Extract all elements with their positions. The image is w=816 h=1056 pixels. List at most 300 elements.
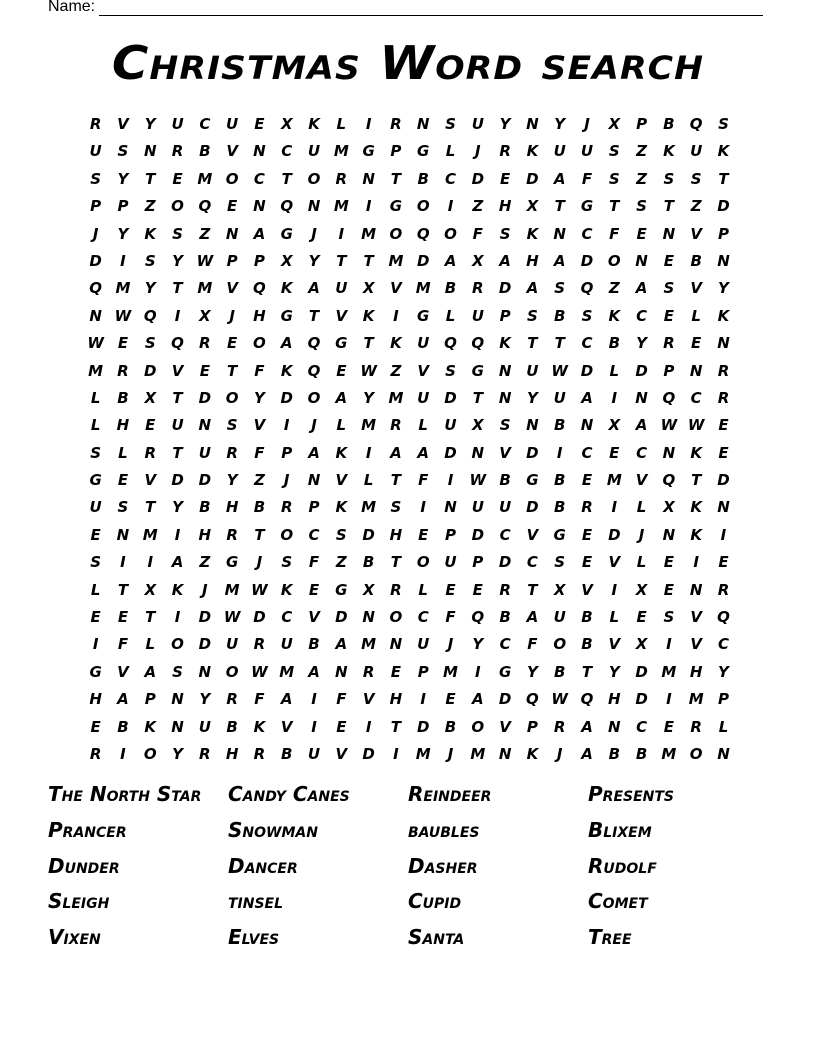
grid-letter: W [660,416,678,435]
grid-letter: D [635,690,648,709]
grid-letter: K [526,744,539,763]
grid-letter: K [390,334,402,353]
grid-letter: R [171,142,184,161]
grid-letter: X [663,498,675,517]
grid-letter: Z [199,553,211,572]
grid-letter: T [363,334,374,353]
grid-letter: T [718,169,729,188]
grid-letter: J [229,306,235,325]
grid-letter: B [553,471,566,490]
grid-letter: N [526,115,539,133]
grid-letter: J [311,224,317,243]
grid-letter: E [227,197,238,216]
grid-letter: W [469,471,487,490]
grid-letter: E [636,608,647,627]
grid-letter: U [690,142,703,161]
grid-letter: H [389,690,403,709]
grid-letter: Z [199,224,211,243]
grid-letter: G [335,334,348,353]
grid-letter: G [280,306,293,325]
grid-letter: Q [89,279,103,298]
grid-letter: O [607,251,621,270]
grid-letter: O [471,717,485,736]
grid-letter: K [280,361,293,380]
grid-letter: Q [416,224,430,243]
grid-letter: I [393,744,399,763]
grid-letter: Q [662,471,676,490]
grid-letter: W [223,608,241,627]
grid-letter: A [635,279,648,298]
grid-letter: V [226,279,238,298]
grid-letter: D [280,388,293,407]
grid-letter: B [199,498,211,517]
grid-letter: T [390,553,402,572]
grid-letter: K [308,115,320,133]
grid-letter: A [417,443,430,462]
grid-letter: S [663,279,675,298]
grid-letter: C [253,169,265,188]
grid-letter: U [553,608,566,627]
grid-letter: K [280,279,293,298]
grid-letter: B [635,744,648,763]
grid-letter: C [281,608,293,627]
grid-letter: Y [172,251,183,270]
grid-letter: I [174,525,181,544]
grid-letter: M [197,279,213,298]
grid-letter: O [416,197,430,216]
grid-letter: K [335,443,348,462]
grid-letter: I [120,744,126,763]
grid-letter: T [527,334,538,353]
grid-letter: E [172,169,183,188]
grid-letter: P [308,498,320,517]
grid-letter: B [117,717,129,736]
grid-letter: W [251,580,268,599]
grid-letter: T [554,197,565,216]
grid-letter: K [335,498,348,517]
grid-letter: K [280,580,293,599]
grid-letter: H [526,251,539,270]
grid-letter: L [336,115,347,133]
grid-letter: P [526,717,538,736]
grid-letter: N [444,498,457,517]
grid-letter: F [117,635,129,654]
grid-letter: G [280,224,293,243]
grid-letter: W [196,251,214,270]
grid-letter: S [636,197,647,216]
grid-letter: N [198,662,212,681]
grid-letter: I [365,115,372,133]
grid-letter: S [581,306,593,325]
word-list-item: Dancer [228,853,298,878]
grid-letter: C [417,608,429,627]
grid-letter: J [92,224,99,243]
grid-letter: C [717,635,729,654]
grid-letter: A [117,690,129,709]
grid-letter: G [498,662,512,681]
grid-letter: V [335,306,348,325]
grid-letter: U [335,279,348,298]
grid-letter: K [690,498,702,517]
grid-letter: E [663,306,674,325]
grid-letter: W [87,334,104,353]
grid-letter: U [307,744,321,763]
grid-letter: O [307,388,321,407]
grid-letter: L [418,580,428,599]
grid-letter: O [444,224,457,243]
grid-letter: U [226,115,239,133]
grid-letter: E [499,169,511,188]
grid-letter: K [144,717,157,736]
grid-letter: E [472,580,483,599]
grid-letter: I [475,662,481,681]
grid-letter: Y [718,662,729,681]
grid-letter: R [335,169,348,188]
grid-letter: A [280,334,293,353]
grid-letter: E [227,334,238,353]
grid-letter: S [499,224,511,243]
grid-letter: G [471,361,484,380]
grid-letter: G [580,197,594,216]
grid-letter: V [171,361,184,380]
word-list-item: Snowman [228,817,318,842]
grid-letter: C [636,306,648,325]
grid-letter: V [226,142,238,161]
grid-letter: E [445,690,456,709]
grid-letter: U [307,142,321,161]
grid-letter: A [635,416,648,435]
grid-letter: X [144,388,157,407]
grid-letter: X [280,115,293,133]
grid-letter: N [717,744,730,763]
grid-letter: G [89,471,102,490]
grid-letter: N [362,169,375,188]
grid-letter: I [120,251,126,270]
grid-letter: N [717,334,730,353]
grid-letter: N [717,498,730,517]
grid-letter: Z [144,197,156,216]
grid-letter: Z [253,471,265,490]
grid-letter: E [581,471,593,490]
grid-letter: D [362,744,375,763]
grid-letter: N [389,635,403,654]
grid-letter: P [717,690,729,709]
grid-letter: D [144,361,157,380]
grid-letter: H [89,690,102,709]
grid-letter: R [199,744,211,763]
grid-letter: J [556,744,563,763]
grid-letter: B [499,471,511,490]
grid-letter: E [336,717,347,736]
grid-letter: U [226,635,239,654]
grid-letter: M [688,690,704,709]
grid-letter: U [280,635,293,654]
grid-letter: Y [117,224,129,243]
grid-letter: I [611,498,618,517]
grid-letter: E [90,608,101,627]
grid-letter: H [389,525,403,544]
grid-letter: X [635,580,648,599]
word-list-item: The North Star [48,782,202,806]
grid-letter: J [475,142,481,161]
grid-letter: Y [172,744,183,763]
grid-letter: I [556,443,563,462]
grid-letter: M [224,580,240,599]
grid-letter: R [390,115,402,133]
word-list-item: Prancer [48,817,127,842]
grid-letter: D [498,279,512,298]
grid-letter: E [308,580,320,599]
grid-letter: S [226,416,238,435]
grid-letter: O [143,744,157,763]
grid-letter: D [580,251,594,270]
grid-letter: R [117,361,129,380]
grid-letter: M [142,525,158,544]
grid-letter: R [362,662,375,681]
grid-letter: Z [608,279,620,298]
grid-letter: Q [662,388,676,407]
grid-letter: G [225,553,239,572]
grid-letter: K [717,142,730,161]
grid-letter: O [225,662,239,681]
grid-letter: Q [717,608,730,627]
grid-letter: Q [471,608,485,627]
grid-letter: B [499,608,511,627]
grid-letter: T [609,197,620,216]
grid-letter: S [690,169,702,188]
word-list-item: Santa [408,925,465,950]
grid-letter: Y [526,388,538,407]
grid-letter: N [689,361,703,380]
grid-letter: T [145,608,156,627]
grid-letter: Y [472,635,484,654]
grid-letter: X [280,251,293,270]
grid-letter: C [636,717,648,736]
grid-letter: V [499,443,511,462]
grid-letter: M [470,744,486,763]
grid-letter: E [145,416,156,435]
grid-letter: M [115,279,131,298]
grid-letter: H [225,744,239,763]
grid-letter: S [663,169,675,188]
grid-letter: S [390,498,402,517]
grid-letter: Y [144,279,156,298]
grid-letter: E [117,334,129,353]
grid-letter: S [281,553,293,572]
grid-letter: I [611,580,618,599]
grid-letter: R [717,361,730,380]
grid-letter: L [418,416,428,435]
grid-letter: U [471,498,484,517]
grid-letter: N [116,525,130,544]
grid-letter: S [144,251,156,270]
grid-letter: T [663,197,674,216]
grid-letter: N [580,416,594,435]
grid-letter: U [553,388,566,407]
grid-letter: E [718,443,729,462]
grid-letter: A [526,279,539,298]
grid-letter: B [581,608,593,627]
grid-letter: C [636,443,648,462]
grid-letter: Q [143,306,157,325]
grid-letter: N [143,142,157,161]
grid-letter: U [417,334,430,353]
grid-letter: O [553,635,567,654]
grid-letter: Y [636,334,648,353]
grid-letter: R [581,498,593,517]
grid-letter: R [663,334,675,353]
grid-letter: M [388,388,404,407]
grid-letter: P [253,251,265,270]
grid-letter: D [253,608,266,627]
grid-letter: I [420,690,426,709]
grid-letter: M [333,197,349,216]
grid-letter: S [90,169,102,188]
grid-letter: V [635,471,648,490]
grid-letter: D [498,553,512,572]
grid-letter: Y [226,471,238,490]
grid-letter: R [226,525,238,544]
grid-letter: H [225,498,239,517]
grid-letter: I [120,553,126,572]
grid-letter: R [499,142,511,161]
grid-letter: T [308,306,320,325]
grid-letter: O [689,744,703,763]
grid-letter: B [553,306,566,325]
grid-letter: D [635,662,648,681]
grid-letter: S [445,115,456,133]
grid-letter: J [638,525,645,544]
grid-letter: S [608,169,620,188]
grid-letter: T [227,361,238,380]
grid-letter: A [308,279,320,298]
grid-letter: Y [718,279,729,298]
grid-letter: B [608,334,620,353]
grid-letter: M [361,224,377,243]
grid-letter: E [581,553,593,572]
grid-letter: B [281,744,293,763]
grid-letter: N [717,251,730,270]
grid-letter: N [498,361,512,380]
grid-letter: K [253,717,266,736]
grid-letter: P [281,443,293,462]
grid-letter: I [420,498,426,517]
grid-letter: S [117,142,129,161]
grid-letter: F [527,635,538,654]
grid-letter: X [608,115,621,133]
grid-letter: H [198,525,212,544]
grid-letter: T [472,388,483,407]
grid-letter: K [526,142,539,161]
grid-letter: S [335,525,347,544]
grid-letter: A [581,744,593,763]
grid-letter: B [253,498,266,517]
grid-letter: P [445,525,456,544]
grid-letter: E [663,251,674,270]
grid-letter: Y [144,115,156,133]
grid-letter: L [691,306,701,325]
name-field[interactable] [48,0,763,16]
grid-letter: T [172,443,183,462]
grid-letter: D [471,169,485,188]
grid-letter: M [361,416,377,435]
grid-letter: V [117,115,129,133]
grid-letter: Y [526,662,538,681]
word-list-item: Blixem [588,817,652,842]
grid-letter: F [418,471,429,490]
grid-letter: V [253,416,266,435]
grid-letter: U [417,388,430,407]
grid-letter: D [444,443,457,462]
grid-letter: K [499,334,511,353]
grid-letter: N [498,388,512,407]
grid-letter: H [608,690,621,709]
grid-letter: I [283,416,290,435]
grid-letter: P [717,224,729,243]
grid-letter: J [447,635,454,654]
grid-letter: I [720,525,727,544]
grid-letter: M [88,361,104,380]
grid-letter: L [363,471,374,490]
grid-letter: M [606,471,622,490]
grid-letter: A [553,169,566,188]
grid-letter: A [308,662,320,681]
grid-letter: N [526,416,539,435]
grid-letter: I [447,197,454,216]
grid-letter: L [609,608,620,627]
grid-letter: U [89,142,102,161]
grid-letter: V [690,635,702,654]
grid-letter: U [471,306,484,325]
grid-letter: T [581,662,593,681]
grid-letter: S [663,608,675,627]
grid-letter: U [171,115,184,133]
grid-letter: A [335,635,348,654]
grid-letter: E [663,553,674,572]
grid-letter: Z [472,197,484,216]
grid-letter: Q [171,334,184,353]
word-list-item: baubles [408,817,480,842]
grid-letter: R [472,279,484,298]
grid-letter: G [89,662,102,681]
grid-letter: Q [198,197,212,216]
grid-letter: U [444,553,457,572]
grid-letter: U [526,361,539,380]
grid-letter: R [499,580,511,599]
grid-letter: N [335,662,348,681]
grid-letter: N [225,224,239,243]
grid-letter: X [472,251,484,270]
grid-letter: D [635,361,648,380]
grid-letter: F [254,690,265,709]
grid-letter: K [690,525,702,544]
grid-letter: G [553,525,566,544]
grid-letter: D [717,197,730,216]
grid-letter: D [471,525,485,544]
grid-letter: V [280,717,293,736]
grid-letter: L [636,498,647,517]
grid-letter: M [197,169,213,188]
grid-letter: E [663,717,674,736]
grid-letter: U [499,498,512,517]
grid-letter: Q [307,361,321,380]
grid-letter: P [226,251,238,270]
grid-letter: D [498,690,512,709]
grid-letter: J [447,744,454,763]
grid-letter: Q [580,279,594,298]
grid-letter: C [199,115,211,133]
grid-letter: Q [689,115,703,133]
